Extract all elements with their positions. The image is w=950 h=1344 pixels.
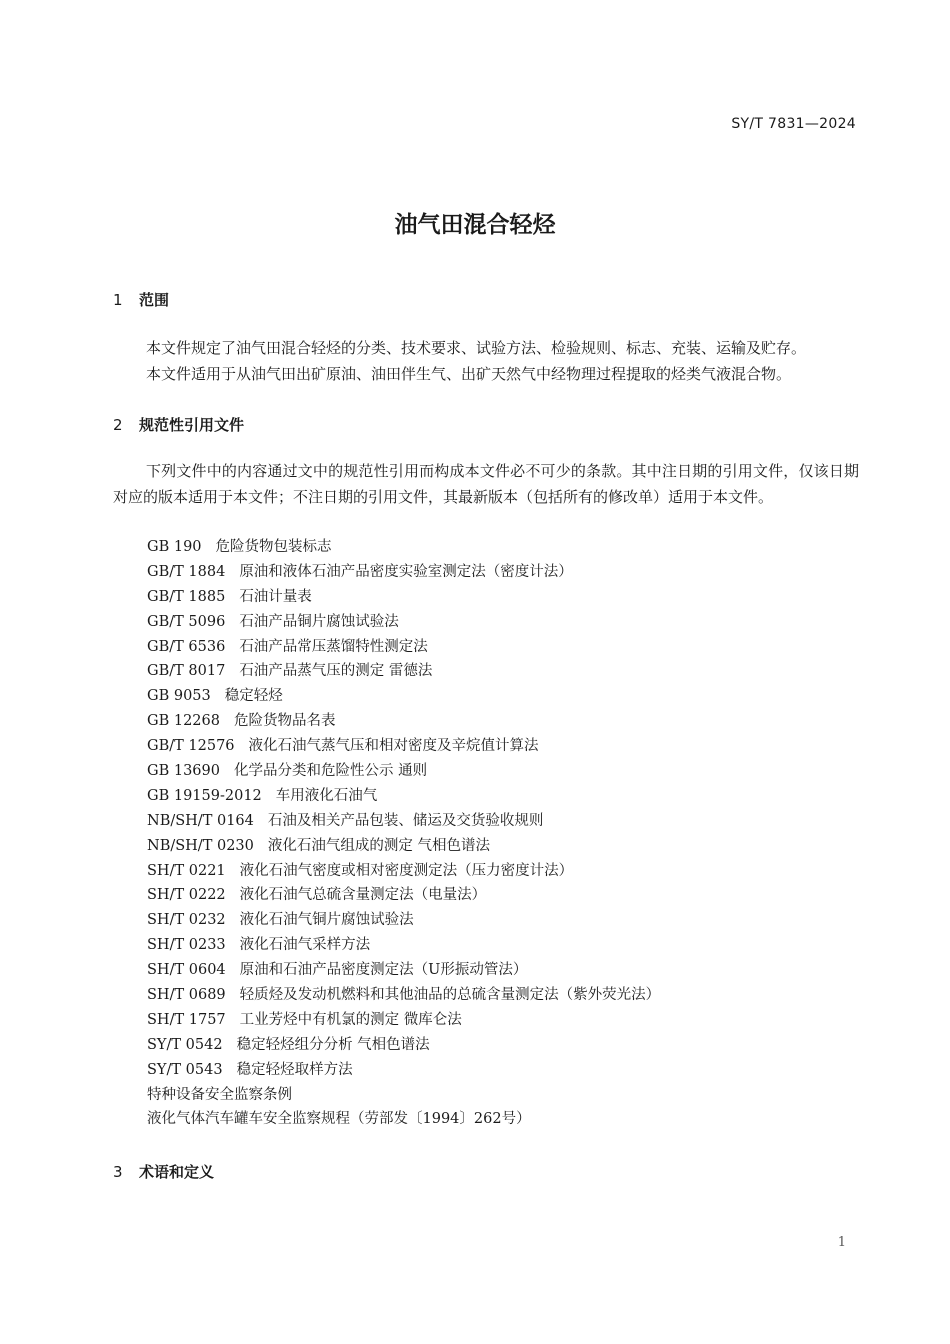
reference-item [147, 659, 660, 684]
reference-item [147, 834, 660, 859]
reference-item [147, 610, 660, 635]
reference-item [147, 859, 660, 884]
reference-name: 液化石油气蒸气压和相对密度及辛烷值计算法 [248, 738, 539, 755]
reference-item [147, 784, 660, 809]
reference-code: GB/T 6536 [147, 638, 226, 655]
reference-name: 液化石油气密度或相对密度测定法（压力密度计法） [239, 862, 574, 879]
reference-name: 稳定轻烃组分分析 气相色谱法 [236, 1036, 430, 1053]
reference-item [147, 958, 660, 983]
reference-item [147, 908, 660, 933]
reference-name: 液化石油气组成的测定 气相色谱法 [267, 837, 490, 854]
reference-code: GB 190 [147, 539, 202, 555]
reference-name: 液化石油气采样方法 [239, 937, 371, 954]
section-2-heading [113, 414, 244, 435]
section-1-paragraph-2: 本文件适用于从油气田出矿原油、油田伴生气、出矿天然气中经物理过程提取的烃类气液混合物。 [146, 365, 792, 383]
reference-item [147, 635, 660, 660]
reference-name: 车用液化石油气 [275, 787, 378, 804]
reference-code: GB 13690 [147, 763, 220, 780]
reference-code: NB/SH/T 0164 [147, 812, 254, 829]
reference-item [147, 759, 660, 784]
reference-item [147, 1083, 660, 1108]
section-1-number: 1 [113, 291, 123, 309]
reference-name: 化学品分类和危险性公示 通则 [233, 763, 428, 780]
section-1-title: 范围 [139, 291, 170, 309]
reference-name: 液化石油气铜片腐蚀试验法 [239, 912, 414, 929]
reference-item [147, 883, 660, 908]
reference-name: 石油产品蒸气压的测定 雷德法 [239, 663, 433, 680]
reference-item [147, 709, 660, 734]
reference-name: 稳定轻烃取样方法 [236, 1061, 353, 1078]
reference-item [147, 1058, 660, 1083]
reference-name: 液化石油气总硫含量测定法（电量法） [239, 887, 487, 904]
reference-code: GB/T 8017 [147, 663, 226, 680]
reference-code: SH/T 0689 [147, 987, 226, 1004]
section-2-title: 规范性引用文件 [139, 416, 245, 434]
reference-code: SH/T 0222 [147, 887, 226, 904]
reference-code: NB/SH/T 0230 [147, 837, 254, 854]
reference-code: SH/T 0233 [147, 937, 226, 954]
reference-item [147, 684, 660, 709]
reference-code: GB 12268 [147, 713, 220, 730]
reference-code: SH/T 1757 [147, 1011, 226, 1028]
reference-item [147, 560, 660, 585]
document-title: 油气田混合轻烃 [394, 212, 556, 238]
reference-name: 石油产品常压蒸馏特性测定法 [239, 638, 428, 655]
reference-code: GB/T 12576 [147, 738, 235, 755]
section-1-paragraph-1: 本文件规定了油气田混合轻烃的分类、技术要求、试验方法、检验规则、标志、充装、运输及贮存。 [146, 339, 807, 357]
normative-reference-list [147, 535, 660, 1132]
reference-item [147, 585, 660, 610]
reference-code: SH/T 0604 [147, 962, 226, 979]
reference-name: 危险货物包装标志 [215, 539, 332, 555]
reference-code: GB/T 5096 [147, 613, 226, 630]
reference-name: 石油及相关产品包装、储运及交货验收规则 [267, 812, 544, 829]
reference-code: SH/T 0232 [147, 912, 226, 929]
section-3-number: 3 [113, 1163, 123, 1181]
reference-name: 稳定轻烃 [224, 688, 283, 705]
page-number: 1 [837, 1235, 846, 1250]
reference-name: 危险货物品名表 [233, 713, 336, 730]
reference-name: 液化气体汽车罐车安全监察规程（劳部发〔1994〕262号） [147, 1111, 531, 1128]
section-3-heading [113, 1161, 214, 1182]
standard-code: SY/T 7831—2024 [731, 116, 856, 132]
reference-code: GB 9053 [147, 688, 211, 705]
reference-name: 特种设备安全监察条例 [147, 1086, 292, 1103]
reference-item [147, 535, 660, 560]
reference-item [147, 1107, 660, 1132]
reference-code: GB/T 1884 [147, 563, 226, 580]
reference-code: GB 19159-2012 [147, 787, 262, 804]
reference-code: SY/T 0543 [147, 1061, 223, 1078]
section-2-number: 2 [113, 416, 123, 434]
reference-name: 工业芳烃中有机氯的测定 微库仑法 [239, 1011, 462, 1028]
section-2-intro: 下列文件中的内容通过文中的规范性引用而构成本文件必不可少的条款。其中注日期的引用文件，仅该日期对应的版本适用于本文件；不注日期的引用文件，其最新版本（包括所有的修改单）适用于本文件。 [113, 462, 859, 506]
reference-code: GB/T 1885 [147, 588, 226, 605]
reference-name: 原油和石油产品密度测定法（U形振动管法） [239, 962, 528, 979]
reference-item [147, 933, 660, 958]
section-1-heading [113, 289, 169, 310]
reference-name: 石油产品铜片腐蚀试验法 [239, 613, 399, 630]
reference-item [147, 734, 660, 759]
reference-item [147, 1033, 660, 1058]
reference-name: 原油和液体石油产品密度实验室测定法（密度计法） [239, 563, 573, 580]
reference-item [147, 1008, 660, 1033]
reference-code: SY/T 0542 [147, 1036, 223, 1053]
reference-code: SH/T 0221 [147, 862, 226, 879]
reference-name: 石油计量表 [239, 588, 312, 605]
reference-name: 轻质烃及发动机燃料和其他油品的总硫含量测定法（紫外荧光法） [239, 987, 661, 1004]
reference-item [147, 809, 660, 834]
reference-item [147, 983, 660, 1008]
section-3-title: 术语和定义 [139, 1163, 215, 1181]
